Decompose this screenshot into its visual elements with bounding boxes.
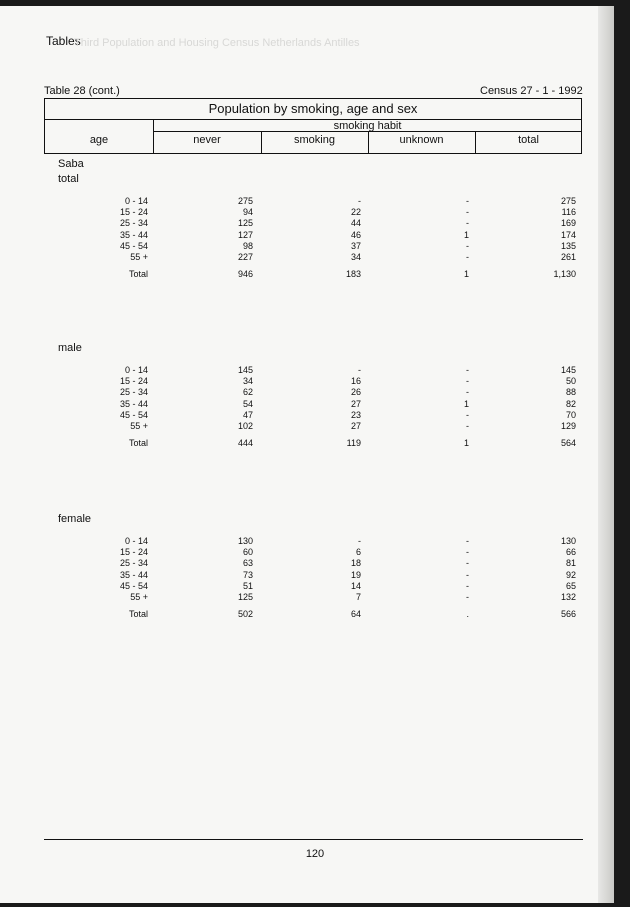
table-cell: 18 — [350, 558, 361, 569]
table-cell: - — [466, 558, 469, 569]
table-cell: 66 — [565, 547, 576, 558]
table-cell: 227 — [237, 252, 253, 262]
table-cell: - — [466, 218, 469, 229]
table-cell: 65 — [565, 580, 576, 591]
census-date: Census 27 - 1 - 1992 — [480, 85, 583, 97]
table-title: Population by smoking, age and sex — [208, 101, 418, 116]
table-cell: 94 — [242, 207, 253, 218]
table-cell: - — [358, 365, 361, 375]
table-cell: 130 — [237, 536, 253, 546]
table-cell: 275 — [237, 196, 253, 206]
table-cell: 127 — [237, 229, 253, 240]
table-cell: 27 — [350, 421, 361, 431]
section-label-female: female — [58, 513, 92, 525]
age-group-label: 45 - 54 — [119, 580, 148, 591]
table-cell: 132 — [560, 592, 576, 602]
table-cell: 37 — [350, 240, 361, 251]
table-cell: 98 — [242, 240, 253, 251]
table-cell: 261 — [560, 252, 576, 262]
age-group-label: Total — [128, 269, 148, 279]
table-cell: - — [466, 207, 469, 218]
table-cell: 946 — [237, 269, 253, 279]
col-header-never: never — [193, 134, 221, 146]
table-cell: 566 — [560, 609, 576, 619]
table-cell: 34 — [350, 252, 361, 262]
table-cell: - — [466, 536, 469, 546]
table-cell: 444 — [237, 438, 253, 448]
col-header-total: total — [518, 134, 539, 146]
table-cell: 130 — [560, 536, 576, 546]
table-cell: - — [466, 365, 469, 375]
table-cell: 1 — [463, 269, 469, 279]
table-cell: 183 — [345, 269, 361, 279]
table-cell: - — [358, 196, 361, 206]
table-cell: 1,130 — [553, 269, 576, 279]
table-cell: 22 — [350, 207, 361, 218]
table-cell: 6 — [355, 547, 361, 558]
table-cell: 70 — [565, 409, 576, 420]
table-cell: 14 — [350, 580, 361, 591]
table-cell: 119 — [346, 438, 361, 448]
table-cell: 44 — [350, 218, 361, 229]
age-group-label: 45 - 54 — [119, 409, 148, 420]
table-cell: 125 — [237, 592, 253, 602]
table-cell: 51 — [242, 580, 253, 591]
table-cell: - — [466, 409, 469, 420]
page-number: 120 — [305, 848, 325, 860]
table-cell: 92 — [565, 569, 576, 580]
age-group-label: 35 - 44 — [119, 569, 148, 580]
table-cell: 125 — [237, 218, 253, 229]
table-cell: 47 — [242, 409, 253, 420]
age-group-label: 35 - 44 — [119, 229, 148, 240]
table-cell: 73 — [242, 569, 253, 580]
table-cell: 82 — [565, 398, 576, 409]
table-cell: 1 — [463, 398, 469, 409]
table-cell: 1 — [463, 438, 469, 448]
age-group-label: 25 - 34 — [119, 558, 148, 569]
table-cell: 64 — [350, 609, 361, 619]
table-cell: 145 — [560, 365, 576, 375]
section-header: Tables — [46, 34, 81, 48]
table-cell: 174 — [560, 229, 576, 240]
table-cell: 26 — [350, 387, 361, 398]
table-cell: - — [466, 421, 469, 431]
table-cell: 502 — [237, 609, 253, 619]
table-cell: 34 — [242, 376, 253, 387]
section-label-total: total — [58, 173, 79, 185]
age-group-label: 15 - 24 — [119, 207, 148, 218]
age-group-label: 0 - 14 — [124, 536, 148, 546]
table-cell: 60 — [242, 547, 253, 558]
table-cell: 62 — [242, 387, 253, 398]
age-group-label: Total — [128, 609, 148, 619]
age-group-label: 15 - 24 — [119, 547, 148, 558]
section-label-male: male — [58, 342, 82, 354]
table-cell: 1 — [463, 229, 469, 240]
table-cell: 19 — [350, 569, 361, 580]
table-cell: - — [466, 196, 469, 206]
table-cell: - — [466, 569, 469, 580]
age-group-label: 25 - 34 — [119, 218, 148, 229]
age-group-label: 25 - 34 — [119, 387, 148, 398]
age-group-label: 55 + — [130, 252, 148, 262]
table-cell: 27 — [350, 398, 361, 409]
table-cell: - — [358, 536, 361, 546]
table-cell: 16 — [350, 376, 361, 387]
table-cell: 50 — [565, 376, 576, 387]
table-cell: 564 — [560, 438, 576, 448]
table-cell: - — [466, 240, 469, 251]
table-header-box — [44, 98, 582, 154]
table-cell: 169 — [560, 218, 576, 229]
table-cell: 88 — [565, 387, 576, 398]
col-header-age: age — [89, 134, 109, 146]
binding-shadow — [598, 6, 614, 903]
table-cell: . — [466, 609, 469, 619]
table-cell: - — [466, 376, 469, 387]
age-group-label: 0 - 14 — [124, 196, 148, 206]
table-cell: 116 — [561, 207, 576, 218]
age-group-label: 35 - 44 — [119, 398, 148, 409]
table-cell: - — [466, 547, 469, 558]
group-header-smoking-habit: smoking habit — [333, 120, 402, 132]
footer-rule — [44, 839, 583, 840]
table-cell: 7 — [355, 592, 361, 602]
table-cell: 81 — [565, 558, 576, 569]
table-cell: 46 — [350, 229, 361, 240]
col-header-smoking: smoking — [294, 134, 335, 146]
age-group-label: 0 - 14 — [124, 365, 148, 375]
age-group-label: Total — [128, 438, 148, 448]
table-cell: 102 — [237, 421, 253, 431]
table-cell: 275 — [560, 196, 576, 206]
table-cell: - — [466, 592, 469, 602]
age-group-label: 15 - 24 — [119, 376, 148, 387]
age-group-label: 45 - 54 — [119, 240, 148, 251]
table-cell: 63 — [242, 558, 253, 569]
col-header-unknown: unknown — [399, 134, 444, 146]
area-label: Saba — [58, 158, 84, 170]
table-cell: 135 — [560, 240, 576, 251]
table-reference: Table 28 (cont.) — [44, 85, 120, 97]
table-cell: - — [466, 252, 469, 262]
age-group-label: 55 + — [130, 592, 148, 602]
age-group-label: 55 + — [130, 421, 148, 431]
table-cell: - — [466, 580, 469, 591]
table-cell: 54 — [242, 398, 253, 409]
bleed-through-text: Third Population and Housing Census Netherlands Antilles — [74, 37, 360, 49]
table-cell: 23 — [350, 409, 361, 420]
table-cell: 129 — [560, 421, 576, 431]
table-cell: - — [466, 387, 469, 398]
table-cell: 145 — [237, 365, 253, 375]
